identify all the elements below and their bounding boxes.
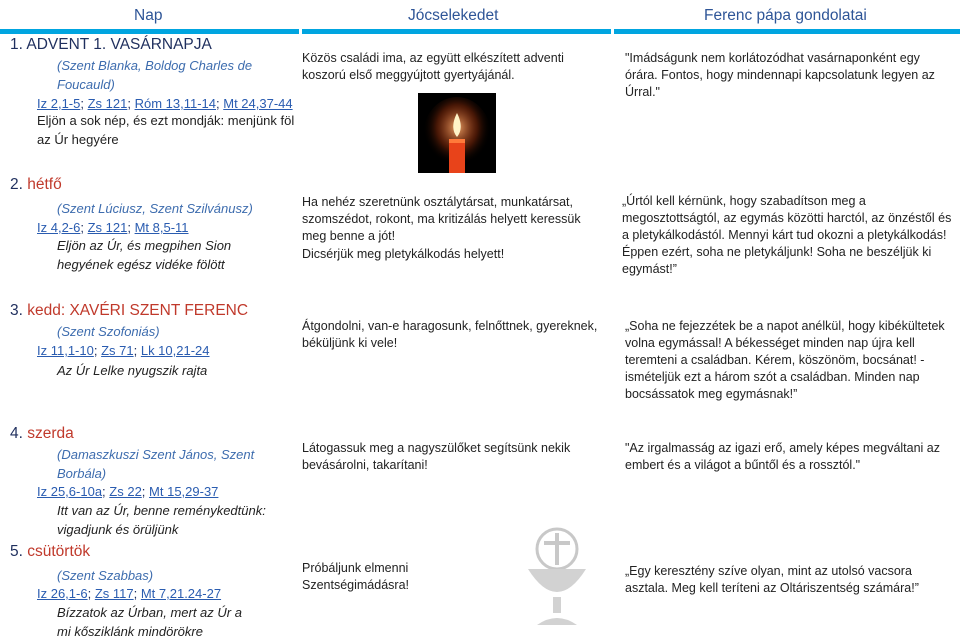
day-4-name: szerda (27, 425, 74, 442)
day-5-name: csütörtök (27, 543, 91, 560)
day-3-quote: „Soha ne fejezzétek be a napot anélkül, hogy kibékültetek volna egymással! A békességet minden nap újra kell teremteni a családban. Kérem, köszönöm, bocsánat! - ismételjük ezt a három szót a családban. Minden nap bocsássatok meg egymásnak!” (625, 319, 945, 401)
day-5-number: 5. (10, 543, 23, 560)
day-4-number: 4. (10, 425, 23, 442)
ref-link[interactable]: Zs 121 (87, 220, 128, 235)
day-2-quote: „Úrtól kell kérnünk, hogy szabadítson meg a megosztottságtól, az egymás közötti harctól, az önzéstől és a pletykálkodástól. Mennyi kárt tud okozni a pletykálkodás! Éppen ezért, soha ne pletykáljunk! Soha ne beszéljük ki egymást!” (622, 194, 952, 276)
day-2-name: hétfő (27, 176, 62, 193)
ref-link[interactable]: Mt 8,5-11 (134, 220, 189, 235)
day-5-title (10, 543, 90, 561)
ref-link[interactable]: Zs 71 (101, 343, 134, 358)
day-1-deed: Közös családi ima, az együtt elkészített adventi koszorú első meggyújtott gyertyájánál. (302, 51, 564, 82)
ref-link[interactable]: Zs 117 (94, 586, 134, 601)
day-2-deed: Ha nehéz szeretnünk osztálytársat, munkatársat, szomszédot, rokont, ma kritizálás helyett keressük meg benne a jót! (302, 195, 581, 243)
day-4-refs: Iz 25,6-10a; Zs 22; Mt 15,29-37 (37, 484, 219, 499)
day-5-deed: Próbáljunk elmenni Szentségimádásra! (302, 561, 410, 592)
day-1-antiphon: Eljön a sok nép, és ezt mondják: menjünk föl az Úr hegyére (37, 113, 295, 147)
ref-link[interactable]: Zs 121 (87, 96, 128, 111)
day-5-quote: „Egy keresztény szíve olyan, mint az utolsó vacsora asztala. Meg kell teríteni az Oltáriszentség számára!” (625, 564, 919, 595)
day-5-saints: (Szent Szabbas) (57, 568, 154, 583)
day-2-antiphon: Eljön az Úr, és megpihen Sion hegyének egész vidéke fölött (57, 238, 232, 272)
ref-link[interactable]: Iz 25,6-10a (37, 484, 103, 499)
day-4-title (10, 425, 74, 443)
header-bar-deed (302, 29, 611, 34)
day-5-antiphon: Bízzatok az Úrban, mert az Úr a mi kősziklánk mindörökre (57, 605, 242, 639)
day-1-title: 1. ADVENT 1. VASÁRNAPJA (10, 36, 212, 53)
chalice-host-icon (522, 525, 592, 630)
header-bar-quote (614, 29, 960, 34)
day-2-refs: Iz 4,2-6; Zs 121; Mt 8,5-11 (37, 220, 189, 235)
day-2-deed2: Dicsérjük meg pletykálkodás helyett! (302, 247, 505, 261)
day-3-deed: Átgondolni, van-e haragosunk, felnőttnek, gyereknek, béküljünk ki vele! (302, 319, 598, 350)
candle-image (418, 93, 496, 173)
ref-link[interactable]: Róm 13,11-14 (134, 96, 216, 111)
ref-link[interactable]: Iz 26,1-6 (37, 586, 88, 601)
ref-link[interactable]: Iz 11,1-10 (37, 343, 94, 358)
day-3-title (10, 302, 248, 320)
day-1-quote: "Imádságunk nem korlátozódhat vasárnaponként egy órára. Fontos, hogy mindennapi kapcsolatunk legyen az Úrral." (625, 51, 935, 99)
header-quote: Ferenc pápa gondolatai (704, 7, 867, 24)
ref-link[interactable]: Mt 7,21.24-27 (140, 586, 222, 601)
day-5-refs: Iz 26,1-6; Zs 117; Mt 7,21.24-27 (37, 586, 222, 601)
ref-link[interactable]: Zs 22 (109, 484, 142, 499)
header-bar-day (0, 29, 299, 34)
day-3-number: 3. (10, 302, 23, 319)
day-2-title (10, 176, 62, 194)
day-4-deed: Látogassuk meg a nagyszülőket segítsünk nekik bevásárolni, takarítani! (302, 441, 571, 472)
day-4-quote: "Az irgalmasság az igazi erő, amely képes megváltani az embert és a világot a bűntől és a rossztól." (625, 441, 940, 472)
day-3-name: kedd: XAVÉRI SZENT FERENC (27, 302, 249, 319)
day-1-saints: (Szent Blanka, Boldog Charles de Foucauld) (57, 58, 253, 92)
day-2-saints: (Szent Lúciusz, Szent Szilvánusz) (57, 201, 253, 216)
ref-link[interactable]: Mt 24,37-44 (223, 96, 293, 111)
candle-icon (418, 93, 496, 173)
day-3-antiphon: Az Úr Lelke nyugszik rajta (57, 363, 208, 378)
day-2-number: 2. (10, 176, 23, 193)
ref-link[interactable]: Iz 4,2-6 (37, 220, 81, 235)
day-4-antiphon: Itt van az Úr, benne reménykedtünk: vigadjunk és örüljünk (57, 503, 266, 537)
ref-link[interactable]: Lk 10,21-24 (140, 343, 210, 358)
day-4-saints: (Damaszkuszi Szent János, Szent Borbála) (57, 447, 255, 481)
day-3-refs: Iz 11,1-10; Zs 71; Lk 10,21-24 (37, 343, 210, 358)
header-day: Nap (134, 7, 163, 24)
header-deed: Jócselekedet (408, 7, 499, 24)
day-3-saints: (Szent Szofoniás) (57, 324, 160, 339)
ref-link[interactable]: Iz 2,1-5 (37, 96, 81, 111)
day-1-refs: Iz 2,1-5; Zs 121; Róm 13,11-14; Mt 24,37-44 (37, 96, 293, 111)
ref-link[interactable]: Mt 15,29-37 (149, 484, 219, 499)
